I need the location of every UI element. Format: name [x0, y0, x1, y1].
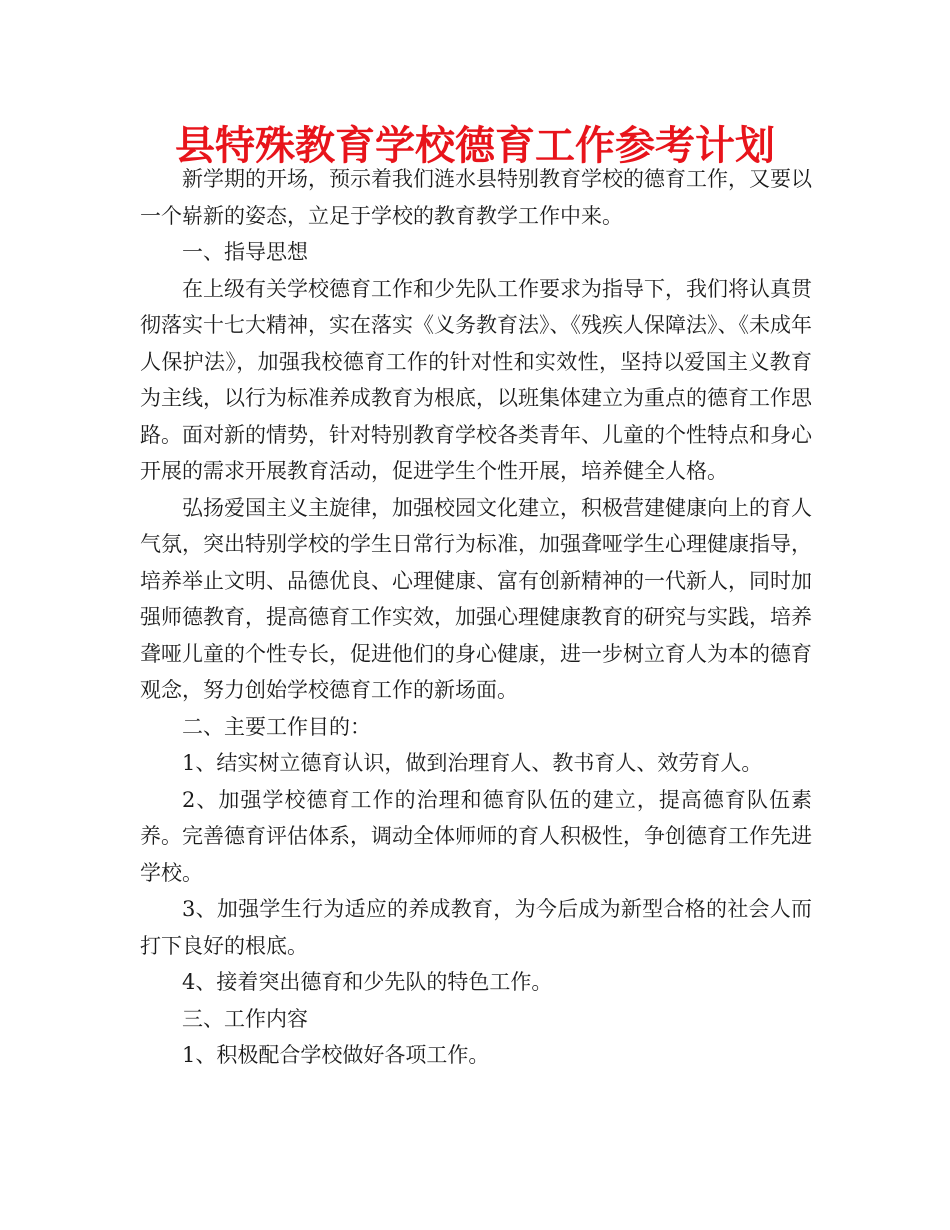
list-item-goal-1: 1、结实树立德育认识，做到治理育人、教书育人、效劳育人。: [182, 751, 763, 775]
section-heading-work-content: 三、工作内容: [182, 1006, 308, 1031]
list-item-goal-2: 2、加强学校德育工作的治理和德育队伍的建立，提高德育队伍素养。完善德育评估体系，调动全体师师的育人积极性，争创德育工作先进学校。: [140, 787, 812, 885]
list-item-content-1: 1、积极配合学校做好各项工作。: [182, 1043, 490, 1067]
document-body: [140, 161, 812, 1074]
section-heading-main-goals: 二、主要工作目的：: [182, 714, 371, 739]
intro-paragraph: 新学期的开场，预示着我们涟水县特别教育学校的德育工作，又要以一个崭新的姿态，立足于学校的教育教学工作中来。: [140, 167, 812, 228]
document-title: 县特殊教育学校德育工作参考计划: [175, 123, 775, 169]
body-paragraph: 弘扬爱国主义主旋律，加强校园文化建立，积极营建健康向上的育人气氛，突出特别学校的学生日常行为标准，加强聋哑学生心理健康指导，培养举止文明、品德优良、心理健康、富有创新精神的一代新人，同时加强师德教育，提高德育工作实效，加强心理健康教育的研究与实践，培养聋哑儿童的个性专长，促进他们的身心健康，进一步树立育人为本的德育观念，努力创始学校德育工作的新场面。: [140, 495, 812, 702]
list-item-goal-4: 4、接着突出德育和少先队的特色工作。: [182, 970, 553, 994]
section-heading-guiding-ideology: 一、指导思想: [182, 240, 308, 264]
body-paragraph: 在上级有关学校德育工作和少先队工作要求为指导下，我们将认真贯彻落实十七大精神，实在落实《义务教育法》、《残疾人保障法》、《未成年人保护法》，加强我校德育工作的针对性和实效性，坚持以爱国主义教育为主线，以行为标准养成教育为根底，以班集体建立为重点的德育工作思路。面对新的情势，针对特别教育学校各类青年、儿童的个性特点和身心开展的需求开展教育活动，促进学生个性开展，培养健全人格。: [140, 276, 812, 483]
list-item-goal-3: 3、加强学生行为适应的养成教育，为今后成为新型合格的社会人而打下良好的根底。: [140, 897, 812, 958]
